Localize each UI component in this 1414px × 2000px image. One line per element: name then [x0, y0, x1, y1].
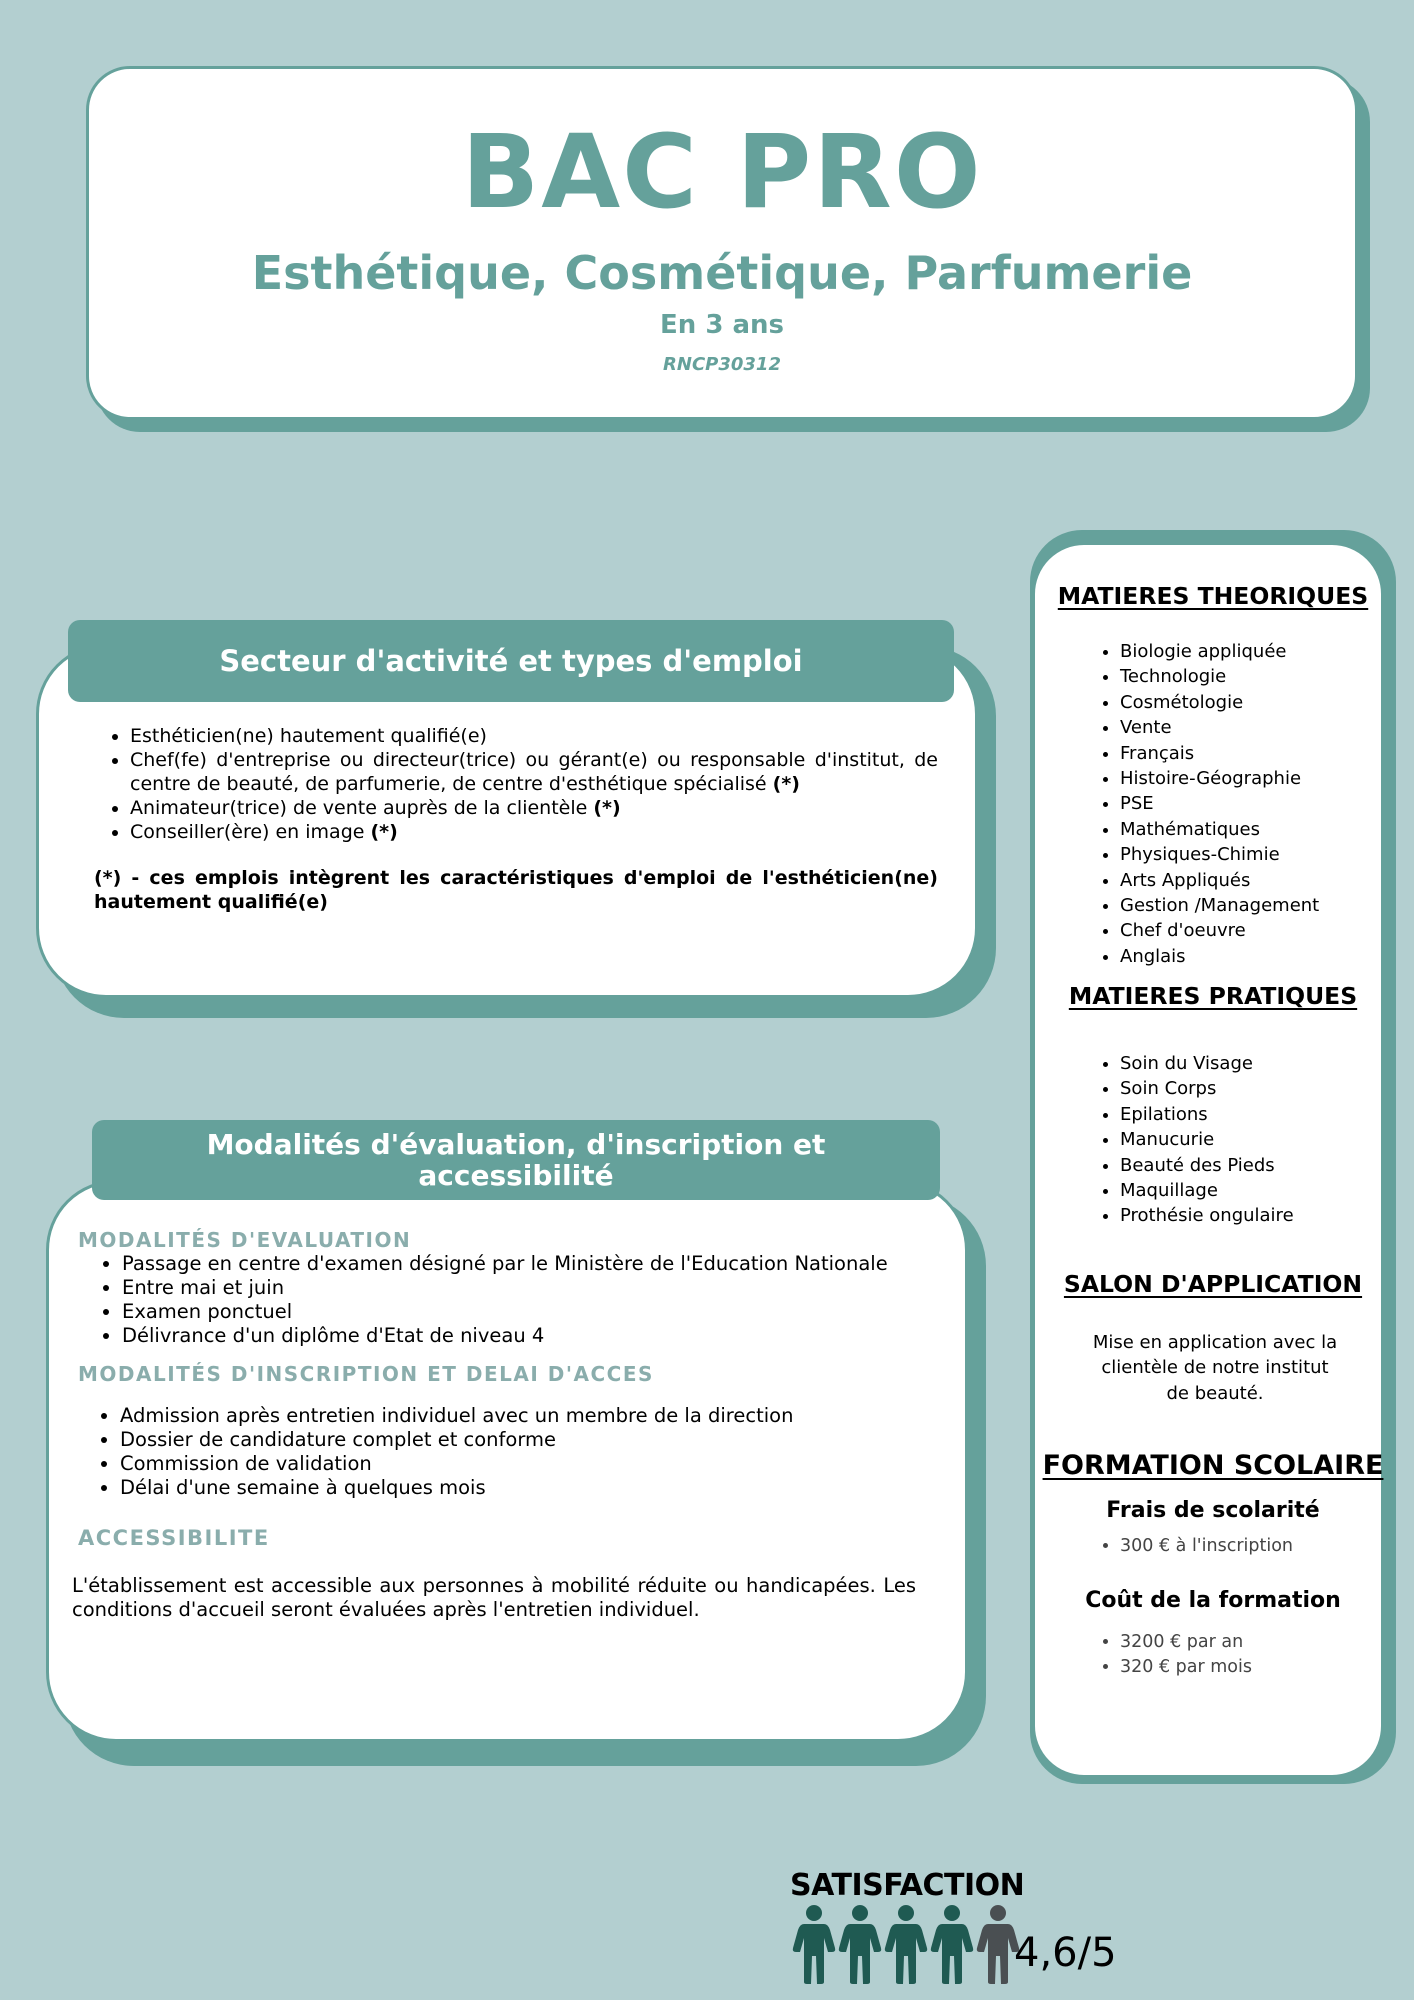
- list-item: • Gestion /Management: [1120, 893, 1319, 918]
- list-item: • Arts Appliqués: [1120, 868, 1319, 893]
- list-item: • Français: [1120, 741, 1319, 766]
- list-item-text: Esthéticien(ne) hautement qualifié(e): [130, 725, 487, 747]
- accessibilite-title: ACCESSIBILITE: [78, 1526, 270, 1550]
- asterisk-mark: (*): [593, 797, 621, 819]
- list-item: • Beauté des Pieds: [1120, 1153, 1294, 1178]
- list-item: • Admission après entretien individuel avec un membre de la direction: [120, 1404, 793, 1428]
- list-item: • Prothésie ongulaire: [1120, 1203, 1294, 1228]
- list-item: • Chef d'oeuvre: [1120, 918, 1319, 943]
- salon-title: SALON D'APPLICATION: [1063, 1270, 1363, 1298]
- list-item: • Entre mai et juin: [122, 1276, 888, 1300]
- list-item: • PSE: [1120, 791, 1319, 816]
- rncp-code: RNCP30312: [663, 354, 781, 376]
- list-item: • Délai d'une semaine à quelques mois: [120, 1476, 793, 1500]
- satisfaction-score: 4,6/5: [1014, 1930, 1117, 1976]
- person-filled-icon: [792, 1904, 836, 1984]
- cout-list: [1092, 1630, 1252, 1681]
- theoriques-title: MATIERES THEORIQUES: [1057, 582, 1369, 610]
- inscription-title: MODALITÉS D'INSCRIPTION ET DELAI D'ACCES: [78, 1362, 654, 1386]
- person-filled-icon: [838, 1904, 882, 1984]
- list-item: • Epilations: [1120, 1102, 1294, 1127]
- modalites-heading: Modalités d'évaluation, d'inscription et accessibilité: [92, 1120, 940, 1200]
- list-item: • 300 € à l'inscription: [1120, 1534, 1293, 1559]
- list-item: • Histoire-Géographie: [1120, 766, 1319, 791]
- asterisk-mark: (*): [370, 821, 398, 843]
- page-subtitle: Esthétique, Cosmétique, Parfumerie: [251, 246, 1193, 301]
- person-filled-icon: [930, 1904, 974, 1984]
- secteur-heading: Secteur d'activité et types d'emploi: [68, 620, 954, 702]
- frais-title: Frais de scolarité: [1106, 1498, 1320, 1523]
- list-item: • Cosmétologie: [1120, 690, 1319, 715]
- accessibilite-text: L'établissement est accessible aux personnes à mobilité réduite ou handicapées. Les conditions d'accueil seront évaluées après l'entretien individuel.: [72, 1574, 916, 1621]
- salon-text: Mise en application avec la clientèle de notre institut de beauté.: [1092, 1332, 1338, 1404]
- person-filled-icon: [884, 1904, 928, 1984]
- list-item: • Mathématiques: [1120, 817, 1319, 842]
- pratiques-title: MATIERES PRATIQUES: [1068, 982, 1358, 1010]
- list-item: • Soin Corps: [1120, 1076, 1294, 1101]
- theoriques-list: [1092, 639, 1319, 969]
- list-item: • 3200 € par an: [1120, 1630, 1252, 1655]
- list-item: • Maquillage: [1120, 1178, 1294, 1203]
- list-item: • Soin du Visage: [1120, 1051, 1294, 1076]
- list-item-text: Animateur(trice) de vente auprès de la clientèle: [130, 797, 594, 819]
- list-item: [130, 796, 938, 820]
- list-item: • 320 € par mois: [1120, 1655, 1252, 1680]
- secteur-content: [94, 724, 938, 914]
- list-item: [130, 820, 938, 844]
- secteur-note: (*) - ces emplois intègrent les caractéristiques d'emploi de l'esthéticien(ne) hautement qualifié(e): [94, 867, 938, 913]
- page-title: BAC PRO: [461, 113, 983, 232]
- list-item: • Passage en centre d'examen désigné par le Ministère de l'Education Nationale: [122, 1252, 888, 1276]
- list-item: • Anglais: [1120, 944, 1319, 969]
- secteur-list: [94, 724, 938, 844]
- list-item: • Dossier de candidature complet et conforme: [120, 1428, 793, 1452]
- frais-list: [1092, 1534, 1293, 1559]
- asterisk-mark: (*): [772, 773, 800, 795]
- evaluation-list: [78, 1252, 888, 1348]
- list-item: • Commission de validation: [120, 1452, 793, 1476]
- list-item: • Biologie appliquée: [1120, 639, 1319, 664]
- satisfaction-title: SATISFACTION: [790, 1868, 1025, 1903]
- formation-title: FORMATION SCOLAIRE: [1042, 1450, 1384, 1481]
- list-item-text: Conseiller(ère) en image: [130, 821, 371, 843]
- header-card: [86, 66, 1358, 420]
- evaluation-title: MODALITÉS D'EVALUATION: [78, 1228, 412, 1252]
- list-item: [130, 748, 938, 796]
- list-item-text: Chef(fe) d'entreprise ou directeur(trice) ou gérant(e) ou responsable d'institut, de centre de beauté, de parfumerie, de centre d'esthétique spécialisé: [130, 749, 938, 795]
- list-item: • Manucurie: [1120, 1127, 1294, 1152]
- cout-title: Coût de la formation: [1085, 1588, 1341, 1613]
- pratiques-list: [1092, 1051, 1294, 1229]
- list-item: • Délivrance d'un diplôme d'Etat de niveau 4: [122, 1324, 888, 1348]
- list-item: [130, 724, 938, 748]
- satisfaction-rating: [792, 1904, 1020, 1984]
- duration-label: En 3 ans: [660, 310, 784, 341]
- list-item: • Technologie: [1120, 664, 1319, 689]
- list-item: • Physiques-Chimie: [1120, 842, 1319, 867]
- inscription-list: [78, 1404, 793, 1500]
- list-item: • Vente: [1120, 715, 1319, 740]
- list-item: • Examen ponctuel: [122, 1300, 888, 1324]
